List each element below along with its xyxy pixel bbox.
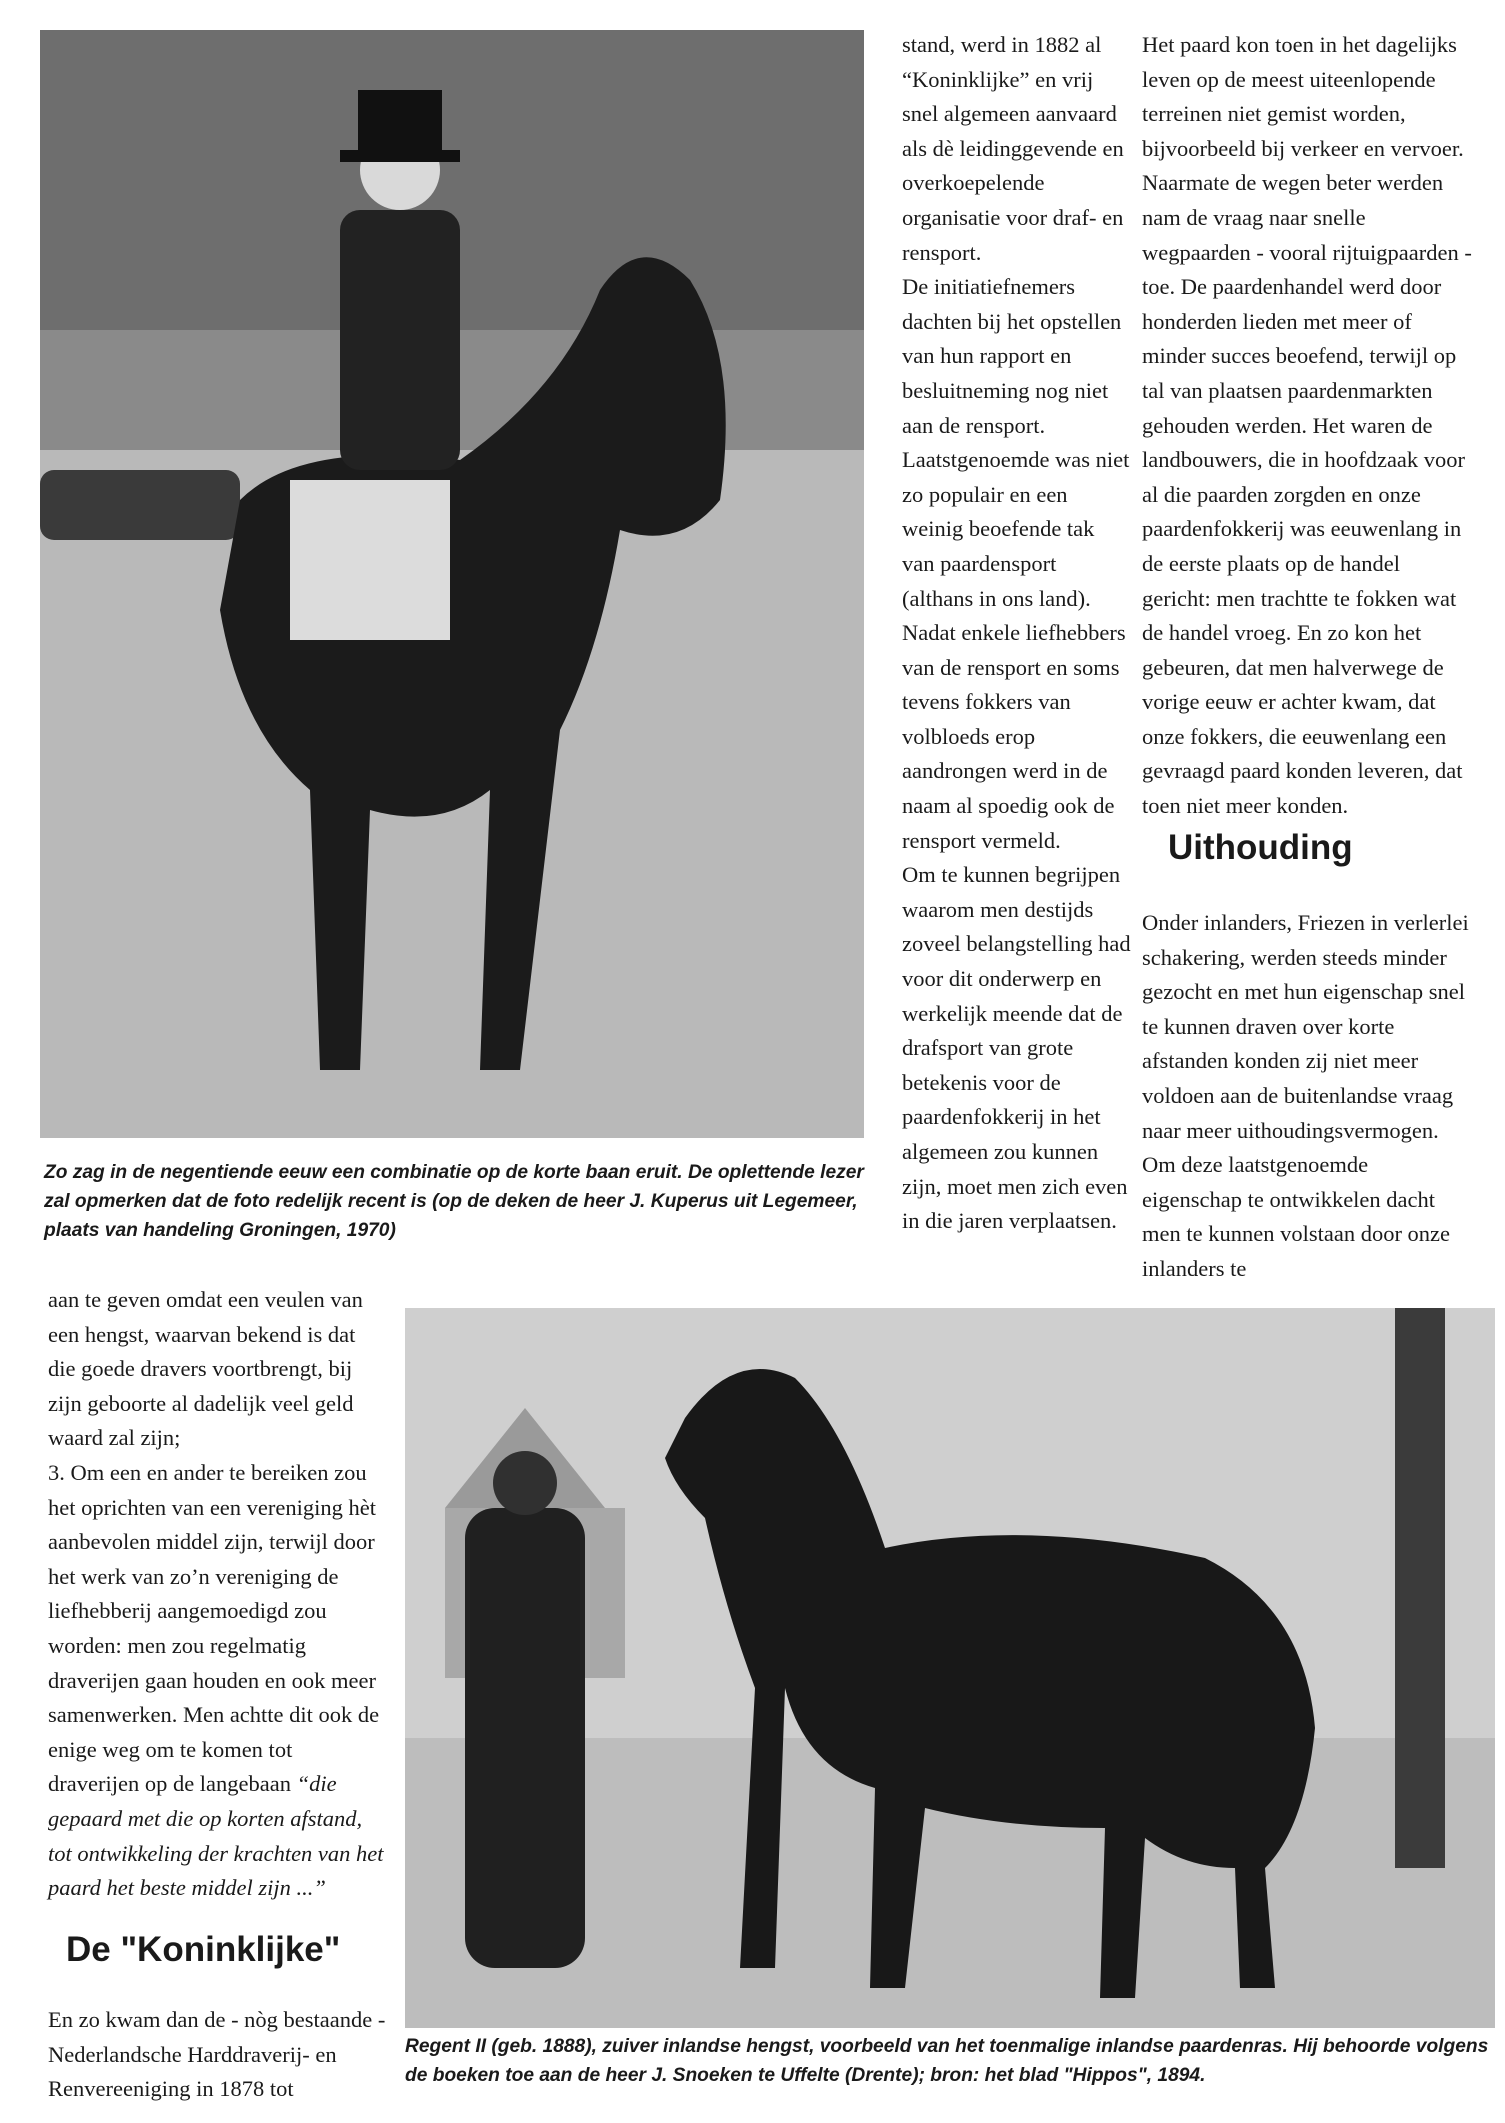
text-column-right-lower [1142, 906, 1472, 1287]
photo-rider-illustration [40, 30, 864, 1138]
paragraph: Om te kunnen begrijpen waarom men destijds zoveel belangstelling had voor dit onderwerp en werkelijk meende dat de drafsport van grote betekenis voor de paardenfokkerij in het algemeen zou kunnen zijn, moet men zich even in die jaren verplaatsen. [902, 862, 1131, 1234]
paragraph-text: 3. Om een en ander te bereiken zou het oprichten van een vereniging hèt aanbevolen middel zijn, terwijl door het werk van zo’n vereniging de liefhebberij aangemoedigd zou worden: men zou regelmatig draverijen gaan houden en ook meer samenwerken. Men achtte dit ook de enige weg om te komen tot draverijen op de langebaan [48, 1459, 380, 1797]
text-column-middle [902, 28, 1132, 1239]
paragraph [48, 1456, 388, 1906]
paragraph: De initiatiefnemers dachten bij het opstellen van hun rapport en besluitneming nog niet aan de rensport. Laatstgenoemde was niet zo populair en een weinig beoefende tak van paardensport (althans in ons land). Nadat enkele liefhebbers van de rensport en soms tevens fokkers van volbloeds erop aandrongen werd in de naam al spoedig ook de rensport vermeld. [902, 274, 1130, 853]
paragraph: Onder inlanders, Friezen in verlerlei schakering, werden steeds minder gezocht en met hun eigenschap snel te kunnen draven over korte afstanden konden zij niet meer voldoen aan de buitenlandse vraag naar meer uithoudingsvermogen. Om deze laatstgenoemde eigenschap te ontwikkelen dacht men te kunnen volstaan door onze inlanders te [1142, 910, 1469, 1281]
section-heading-koninklijke: De "Koninklijke" [66, 1930, 341, 1969]
text-column-left-lower [48, 1283, 388, 1906]
section-heading-uithouding: Uithouding [1168, 828, 1353, 867]
paragraph: aan te geven omdat een veulen van een hengst, waarvan bekend is dat die goede dravers voortbrengt, bij zijn geboorte al dadelijk veel geld waard zal zijn; [48, 1287, 363, 1451]
photo-stallion-illustration [405, 1308, 1495, 2028]
quote: “die gepaard met die op korten afstand, tot ontwikkeling der krachten van het paard het beste middel zijn ...” [48, 1771, 384, 1901]
photo-caption-rider: Zo zag in de negentiende eeuw een combinatie op de korte baan eruit. De oplettende lezer zal opmerken dat de foto redelijk recent is (op de deken de heer J. Kuperus uit Legemeer, plaats van handeling Groningen, 1970) [44, 1162, 864, 1241]
paragraph: stand, werd in 1882 al “Koninklijke” en vrij snel algemeen aanvaard als dè leidinggevende en overkoepelende organisatie voor draf- en rensport. [902, 32, 1124, 265]
photo-stallion-regent-ii [405, 1308, 1495, 2028]
photo-caption-stallion: Regent II (geb. 1888), zuiver inlandse hengst, voorbeeld van het toenmalige inlandse paardenras. Hij behoorde volgens de boeken toe aan de heer J. Snoeken te Uffelte (Drente); bron: het blad "Hippos", 1894. [405, 2036, 1489, 2086]
text-column-right [1142, 28, 1472, 824]
paragraph: Het paard kon toen in het dagelijks leven op de meest uiteenlopende terreinen niet gemist worden, bijvoorbeeld bij verkeer en vervoer. Naarmate de wegen beter werden nam de vraag naar snelle wegpaarden - vooral rijtuigpaarden - toe. De paardenhandel werd door honderden lieden met meer of minder succes beoefend, terwijl op tal van plaatsen paardenmarkten gehouden werden. Het waren de landbouwers, die in hoofdzaak voor al die paarden zorgden en onze paardenfokkerij was eeuwenlang in de eerste plaats op de handel gericht: men trachtte te fokken wat de handel vroeg. En zo kon het gebeuren, dat men halverwege de vorige eeuw er achter kwam, dat onze fokkers, die eeuwenlang een gevraagd paard konden leveren, dat toen niet meer konden. [1142, 32, 1472, 819]
text-column-left-bottom [48, 2003, 408, 2107]
photo-rider-on-horse [40, 30, 864, 1138]
paragraph: En zo kwam dan de - nòg bestaande - Nederlandsche Harddraverij- en Renvereeniging in 1878 tot [48, 2007, 386, 2102]
